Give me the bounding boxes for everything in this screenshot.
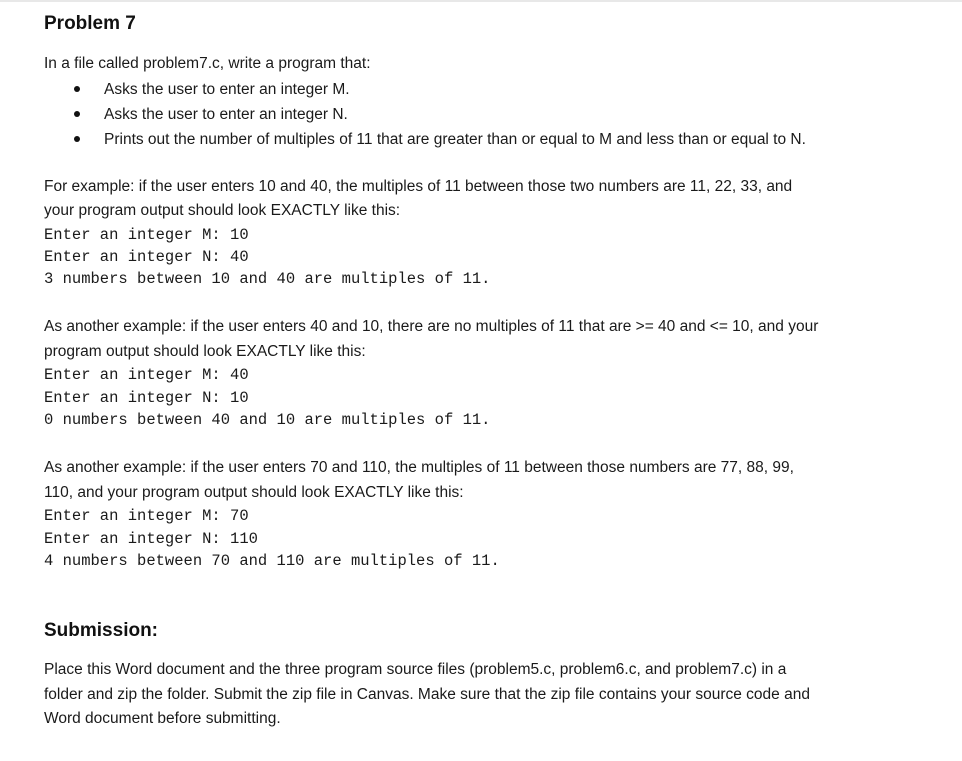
list-item <box>44 102 944 127</box>
output-line: Enter an integer M: 70 <box>44 507 249 526</box>
bullet-icon <box>74 136 80 142</box>
submission-paragraph <box>44 658 944 732</box>
output-line: Enter an integer N: 40 <box>44 247 249 266</box>
list-item <box>44 127 944 152</box>
example-block-3 <box>44 456 944 572</box>
example-text-line: As another example: if the user enters 70 and 110, the multiples of 11 between those numbers are 77, 88, 99, <box>44 459 794 477</box>
submission-line: Place this Word document and the three program source files (problem5.c, problem6.c, and problem7.c) in a <box>44 661 787 679</box>
example-text-line: For example: if the user enters 10 and 40, the multiples of 11 between those two numbers are 11, 22, 33, and <box>44 177 793 195</box>
document-page <box>44 10 944 732</box>
requirements-list <box>44 77 944 152</box>
output-line: 3 numbers between 10 and 40 are multiples of 11. <box>44 270 491 289</box>
top-rule <box>0 0 962 2</box>
output-line: 0 numbers between 40 and 10 are multiples of 11. <box>44 410 491 429</box>
submission-line: Word document before submitting. <box>44 710 281 728</box>
output-line: Enter an integer M: 40 <box>44 366 249 385</box>
example-text-line: your program output should look EXACTLY like this: <box>44 202 401 219</box>
example-text-line: As another example: if the user enters 40 and 10, there are no multiples of 11 that are >= 40 and <= 10, and your <box>44 318 819 336</box>
list-item <box>44 77 944 102</box>
output-line: Enter an integer N: 110 <box>44 529 258 548</box>
submission-line: folder and zip the folder. Submit the zip file in Canvas. Make sure that the zip file contains your source code and <box>44 685 810 703</box>
problem-title: Problem 7 <box>44 13 136 34</box>
bullet-icon <box>74 86 80 92</box>
output-line: Enter an integer N: 10 <box>44 388 249 407</box>
output-line: Enter an integer M: 10 <box>44 225 249 244</box>
output-line: 4 numbers between 70 and 110 are multiples of 11. <box>44 551 500 570</box>
example-text-line: 110, and your program output should look EXACTLY like this: <box>44 483 464 501</box>
list-item-text: Prints out the number of multiples of 11 that are greater than or equal to M and less than or equal to N. <box>104 130 806 148</box>
list-item-text: Asks the user to enter an integer M. <box>104 80 350 98</box>
example-text-line: program output should look EXACTLY like this: <box>44 342 366 360</box>
example-block-1 <box>44 175 944 291</box>
submission-heading: Submission: <box>44 620 159 642</box>
intro-text: In a file called problem7.c, write a program that: <box>44 55 371 72</box>
bullet-icon <box>74 111 80 117</box>
example-block-2 <box>44 315 944 431</box>
list-item-text: Asks the user to enter an integer N. <box>104 105 348 123</box>
